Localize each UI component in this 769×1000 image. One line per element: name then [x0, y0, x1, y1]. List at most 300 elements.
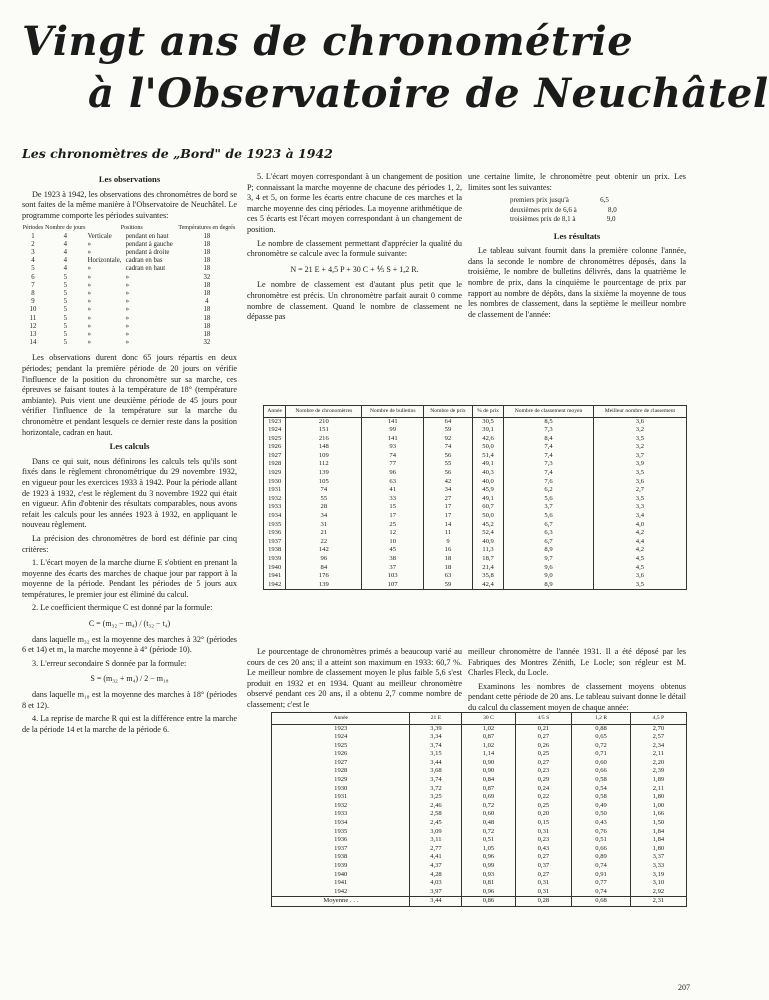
period-row — [22, 257, 237, 265]
period-cell: 10 — [29, 306, 37, 314]
table-cell: 0,51 — [462, 836, 515, 845]
paragraph: La précision des chronomètres de bord est définie par cinq critères: — [22, 533, 237, 554]
table-cell: 2,7 — [593, 486, 686, 495]
table-cell: 0,66 — [572, 845, 631, 854]
table-cell: 3,6 — [593, 478, 686, 487]
table-row — [264, 426, 687, 435]
period-cell: 14 — [29, 339, 37, 347]
table-cell: 84 — [286, 564, 362, 573]
column-header: Nombre de bulletins — [362, 406, 424, 418]
period-row — [22, 265, 237, 273]
period-cell: » — [125, 281, 129, 289]
lower-column-3 — [468, 647, 686, 717]
table-cell: 1928 — [264, 460, 286, 469]
column-header: Périodes — [22, 225, 44, 232]
table-cell: 17 — [362, 512, 424, 521]
table-cell: 0,89 — [572, 853, 631, 862]
paragraph: dans laquelle m₃₂ est la moyenne des marches à 32° (périodes 6 et 14) et m₄ la marche moyenne à 4° (période 10). — [22, 634, 237, 655]
page-number: 207 — [678, 983, 690, 992]
table-cell: 63 — [424, 572, 473, 581]
table-cell: 0,54 — [572, 785, 631, 794]
table-cell: 27 — [424, 495, 473, 504]
table-cell: 1941 — [272, 879, 410, 888]
table-cell: 1923 — [264, 417, 286, 426]
table-cell: 59 — [424, 426, 473, 435]
section-heading-observations: Les observations — [98, 174, 161, 184]
prize-limit-label: troisièmes prix de 8,1 à — [510, 215, 576, 224]
table-cell: 0,25 — [515, 750, 572, 759]
table-cell: 1,14 — [462, 750, 515, 759]
table-cell: 0,87 — [462, 785, 515, 794]
table-cell: 55 — [424, 460, 473, 469]
table-cell: 0,65 — [572, 733, 631, 742]
table-cell: 1924 — [272, 733, 410, 742]
table-cell: 11 — [424, 529, 473, 538]
table-cell: 0,21 — [515, 724, 572, 733]
section-heading-calculs: Les calculs — [109, 441, 150, 452]
period-cell: 18 — [203, 322, 211, 330]
table-cell: 3,19 — [630, 871, 686, 880]
table-cell: 0,28 — [515, 897, 572, 907]
table-cell: 0,15 — [515, 819, 572, 828]
table-cell: 0,27 — [515, 853, 572, 862]
table-cell: 141 — [362, 417, 424, 426]
period-cell: 18 — [203, 314, 211, 322]
table-cell: 1931 — [264, 486, 286, 495]
prize-limit — [510, 206, 686, 216]
period-cell: 18 — [203, 257, 211, 265]
table-cell: 3,37 — [630, 853, 686, 862]
table-cell: 0,99 — [462, 862, 515, 871]
column-header: % de prix — [472, 406, 503, 418]
table-cell: 0,96 — [462, 853, 515, 862]
table-cell: 37 — [362, 564, 424, 573]
period-cell: 11 — [29, 314, 37, 322]
table-cell: 74 — [424, 443, 473, 452]
table-cell: 45 — [362, 546, 424, 555]
table-cell: 4,2 — [593, 529, 686, 538]
table-cell: 1927 — [272, 759, 410, 768]
period-cell: » — [87, 298, 92, 306]
table-cell: 18,7 — [472, 555, 503, 564]
prize-limits — [510, 196, 686, 225]
period-cell: 18 — [203, 248, 211, 256]
period-row — [22, 249, 237, 257]
period-cell: cadran en haut — [125, 265, 166, 273]
period-cell: 4 — [63, 265, 67, 273]
table-cell: 139 — [286, 581, 362, 590]
paragraph: meilleur chronomètre de l'année 1931. Il a été déposé par les Fabriques des Montres Zénith, Le Locle; son régleur est M. Charles Fleck, du Locle. — [468, 647, 686, 678]
table-cell: 0,31 — [515, 828, 572, 837]
period-cell: 5 — [63, 331, 67, 339]
table-cell: 0,50 — [572, 810, 631, 819]
period-cell: 7 — [31, 281, 35, 289]
table-cell: 1929 — [272, 776, 410, 785]
period-cell: 18 — [203, 306, 211, 314]
table-cell: 1925 — [264, 435, 286, 444]
period-cell: » — [125, 290, 129, 297]
table-cell: 151 — [286, 426, 362, 435]
table-cell: 1942 — [272, 888, 410, 897]
prize-limit — [510, 215, 686, 225]
column-header: Nombre de prix — [424, 406, 473, 418]
table-cell: 0,71 — [572, 750, 631, 759]
table-cell: 1937 — [264, 538, 286, 547]
period-cell: » — [87, 306, 92, 314]
period-cell: 5 — [63, 322, 67, 330]
table-cell: 1941 — [264, 572, 286, 581]
table-cell: 1,66 — [630, 810, 686, 819]
period-cell: » — [87, 273, 92, 281]
table-cell: 28 — [286, 503, 362, 512]
table-cell: 40,0 — [472, 478, 503, 487]
period-cell: 5 — [63, 290, 67, 297]
period-cell: pendant à droite — [125, 248, 170, 256]
table-cell: 148 — [286, 443, 362, 452]
table-cell: 12 — [362, 529, 424, 538]
period-row — [22, 306, 237, 314]
table-cell: 50,0 — [472, 512, 503, 521]
table-cell: 3,2 — [593, 443, 686, 452]
period-cell: 4 — [205, 298, 209, 306]
period-row — [22, 323, 237, 331]
table-cell: 55 — [286, 495, 362, 504]
table-row — [264, 486, 687, 495]
period-cell: » — [125, 314, 129, 322]
table-cell: 7,4 — [504, 469, 594, 478]
table-cell: 18 — [424, 564, 473, 573]
table-row — [272, 793, 687, 802]
table-row — [264, 564, 687, 573]
table-cell: 4,37 — [410, 862, 462, 871]
table-cell: 0,72 — [462, 828, 515, 837]
period-cell: cadran en bas — [125, 257, 163, 265]
period-cell: » — [87, 331, 92, 339]
article-subtitle: Les chronomètres de „Bord" de 1923 à 1942 — [22, 146, 333, 161]
lower-column-2 — [247, 647, 462, 714]
period-cell: 13 — [29, 331, 37, 339]
table-cell: 40,3 — [472, 469, 503, 478]
table-cell: 2,45 — [410, 819, 462, 828]
table-row — [272, 776, 687, 785]
table-cell: 1933 — [264, 503, 286, 512]
paragraph: 1. L'écart moyen de la marche diurne E s'obtient en prenant la moyenne des écarts des marches de chaque jour par rapport à la moyenne de la période. Pendant les périodes de 5 jours aux températures, le premier jour est éliminé du calcul. — [22, 558, 237, 599]
table-cell: 15 — [362, 503, 424, 512]
table-cell: 1,89 — [630, 776, 686, 785]
table-cell: 0,86 — [462, 897, 515, 907]
column-header: 21 E — [410, 713, 462, 725]
period-cell: 6 — [31, 273, 35, 281]
article-title-line1: Vingt ans de chronométrie — [22, 18, 634, 65]
column-header: Nombre de jours — [45, 225, 86, 232]
period-cell: 18 — [203, 265, 211, 273]
table-row — [264, 495, 687, 504]
paragraph: Le pourcentage de chronomètres primés a beaucoup varié au cours de ces 20 ans; il a atteint son maximum en 1933: 60,7 %. Le meilleur nombre de classement moyen le plus faible 5,6 s'est produit en 1932 et en 1934. Quant au meilleur chronomètre observé pendant ces 20 ans, il a obtenu 2,7 comme nombre de classement; c'est le — [247, 647, 462, 709]
paragraph: 5. L'écart moyen correspondant à un changement de position P; connaissant la marche moyenne de chacune des périodes 1, 2, 3, 4 et 5, on forme les écarts entre chacune de ces marches et la marche moyenne des cinq périodes. La moyenne arithmétique de ces 5 écarts est l'écart moyen correspondant à un changement de position. — [247, 172, 462, 234]
table-cell: 141 — [362, 435, 424, 444]
column-header: Meilleur nombre de classement — [593, 406, 686, 418]
table-cell: 1928 — [272, 767, 410, 776]
table-cell: 8,9 — [504, 581, 594, 590]
table-cell: 2,70 — [630, 724, 686, 733]
table-cell: 4,41 — [410, 853, 462, 862]
table-cell: 0,91 — [572, 871, 631, 880]
period-cell: 2 — [31, 240, 35, 248]
table-cell: 1932 — [264, 495, 286, 504]
table-cell: 3,5 — [593, 435, 686, 444]
table-cell: 0,72 — [572, 742, 631, 751]
period-row — [22, 339, 237, 347]
period-row — [22, 241, 237, 249]
table-cell: 7,4 — [504, 452, 594, 461]
table-cell: 3,9 — [593, 460, 686, 469]
table-cell: 0,74 — [572, 862, 631, 871]
table-cell: 33 — [362, 495, 424, 504]
table-cell: 18 — [424, 555, 473, 564]
period-cell: » — [87, 322, 92, 330]
table-row — [272, 810, 687, 819]
table-cell: 6,3 — [504, 529, 594, 538]
periods-table — [22, 224, 237, 347]
table-cell: 2,46 — [410, 802, 462, 811]
table-cell: 34 — [286, 512, 362, 521]
table-cell: 1936 — [272, 836, 410, 845]
table-row — [264, 452, 687, 461]
column-header: Année — [272, 713, 410, 725]
table-row — [264, 555, 687, 564]
period-row — [22, 315, 237, 323]
table-cell: 3,4 — [593, 512, 686, 521]
table-cell: 1935 — [272, 828, 410, 837]
table-cell: 1926 — [272, 750, 410, 759]
paragraph: 4. La reprise de marche R qui est la différence entre la marche de la période 14 et la marche de la période 6. — [22, 714, 237, 734]
table-cell: 103 — [362, 572, 424, 581]
table-cell: 2,57 — [630, 733, 686, 742]
table-row — [272, 828, 687, 837]
table-cell: 6,7 — [504, 521, 594, 530]
period-cell: 32 — [203, 339, 211, 347]
column-header: Positions — [120, 225, 143, 232]
column-header: 4/5 S — [515, 713, 572, 725]
table-cell: 50,0 — [472, 443, 503, 452]
table-cell: 2,58 — [410, 810, 462, 819]
table-row — [264, 521, 687, 530]
table-cell: 0,72 — [462, 802, 515, 811]
table-cell: 3,34 — [410, 733, 462, 742]
table-cell: 3,25 — [410, 793, 462, 802]
table-cell: 31 — [286, 521, 362, 530]
paragraph: 3. L'erreur secondaire S donnée par la formule: — [32, 658, 187, 668]
table-row — [264, 417, 687, 426]
table-cell: 1,00 — [630, 802, 686, 811]
paragraph: 2. Le coefficient thermique C est donné par la formule: — [32, 603, 213, 613]
table-row — [264, 435, 687, 444]
paragraph: Le nombre de classement est d'autant plus petit que le chronomètre est précis. Un chronomètre parfait aurait 0 comme nombre de classement. Quand le nombre de classement ne dépasse pas — [247, 280, 462, 322]
table-row — [272, 879, 687, 888]
table-row — [272, 767, 687, 776]
table-cell: 210 — [286, 417, 362, 426]
table-cell: 9,7 — [504, 555, 594, 564]
period-row — [22, 331, 237, 339]
column-header: Températures en degrés — [178, 225, 236, 232]
table-cell: 6,2 — [504, 486, 594, 495]
table-cell: 1939 — [264, 555, 286, 564]
table-cell: 8,5 — [504, 417, 594, 426]
table-cell: 39,1 — [472, 426, 503, 435]
table-cell: 0,88 — [572, 724, 631, 733]
table-cell: 59 — [424, 581, 473, 590]
period-cell: 3 — [31, 248, 35, 256]
table-cell: 0,31 — [515, 879, 572, 888]
table-cell: 0,90 — [462, 759, 515, 768]
period-cell: Horizontale, — [87, 257, 122, 265]
table-cell: 3,09 — [410, 828, 462, 837]
period-cell: 32 — [203, 273, 211, 281]
table-cell: 2,11 — [630, 750, 686, 759]
table-cell: 0,43 — [572, 819, 631, 828]
table-row — [272, 819, 687, 828]
period-cell: 4 — [63, 232, 67, 240]
table-row — [264, 546, 687, 555]
paragraph: Dans ce qui suit, nous définirons les calculs tels qu'ils sont fixés dans le règlement chronométrique du 29 novembre 1932, en vigueur pour les exercices 1933 à 1942. Pour la période allant de 1923 à 1932, c'est le règlement du 3 novembre 1922 qui était en vigueur. Afin d'obtenir des résultats comparables, nous avons refait les calculs pour les années 1923 à 1932, en appliquant le nouveau règlement. — [22, 456, 237, 530]
table-cell: 109 — [286, 452, 362, 461]
table-cell: 99 — [362, 426, 424, 435]
period-cell: 5 — [63, 314, 67, 322]
results-table — [263, 405, 687, 590]
table-cell: 4,4 — [593, 538, 686, 547]
period-cell: 4 — [63, 248, 67, 256]
table-row — [264, 512, 687, 521]
period-cell: 12 — [29, 322, 37, 330]
table-cell: 1940 — [272, 871, 410, 880]
table-row — [264, 478, 687, 487]
table-cell: 21 — [286, 529, 362, 538]
period-cell: » — [87, 265, 92, 273]
table-cell: 3,97 — [410, 888, 462, 897]
table-cell: 0,49 — [572, 802, 631, 811]
table-cell: 0,87 — [462, 733, 515, 742]
table-cell: 3,7 — [504, 503, 594, 512]
period-cell: 18 — [203, 232, 211, 240]
table-cell: 45,9 — [472, 486, 503, 495]
table-cell: 3,72 — [410, 785, 462, 794]
column-header: Nombre de chronomètres — [286, 406, 362, 418]
table-cell: 142 — [286, 546, 362, 555]
period-row — [22, 298, 237, 306]
table-cell: 3,3 — [593, 503, 686, 512]
paragraph: De 1923 à 1942, les observations des chronomètres de bord se sont faites de la même manière à l'Observatoire de Neuchâtel. Le programme comporte les périodes suivantes: — [22, 189, 237, 220]
table-cell: 63 — [362, 478, 424, 487]
table-row — [264, 443, 687, 452]
period-cell: » — [125, 322, 129, 330]
table-cell: 0,23 — [515, 767, 572, 776]
table-cell: 1,50 — [630, 819, 686, 828]
table-cell: 2,34 — [630, 742, 686, 751]
period-cell: 18 — [203, 290, 211, 297]
period-cell: 1 — [31, 232, 35, 240]
table-cell: 64 — [424, 417, 473, 426]
table-cell: 3,10 — [630, 879, 686, 888]
period-cell: » — [87, 314, 92, 322]
table-cell: 49,1 — [472, 495, 503, 504]
paragraph: Les observations durent donc 65 jours répartis en deux périodes; pendant la première période de 20 jours on vérifie l'influence de la position du chronomètre sur sa marche, ces épreuves se faisant toutes à la température de 18° (température ambiante). Puis vient une deuxième période de 45 jours pour vérifier l'influence de la température sur la marche du chronomètre et pendant lesquels ce dernier reste dans la position horizontale, cadran en haut. — [22, 353, 237, 437]
table-cell: 0,58 — [572, 793, 631, 802]
table-cell: 3,5 — [593, 469, 686, 478]
table-cell: 56 — [424, 452, 473, 461]
table-row — [272, 871, 687, 880]
table-cell: 3,44 — [410, 897, 462, 907]
table-cell: 1,05 — [462, 845, 515, 854]
prize-limit-label: premiers prix jusqu'à — [510, 196, 569, 205]
table-row — [272, 742, 687, 751]
table-cell: 0,69 — [462, 793, 515, 802]
table-cell: 105 — [286, 478, 362, 487]
table-cell: 1934 — [272, 819, 410, 828]
table-cell: 21,4 — [472, 564, 503, 573]
table-cell: 45,2 — [472, 521, 503, 530]
column-3 — [468, 172, 686, 323]
table-cell: 0,26 — [515, 742, 572, 751]
article-title-line2: à l'Observatoire de Neuchâtel — [88, 70, 769, 117]
table-cell: 3,15 — [410, 750, 462, 759]
column-header: Nombre de classement moyen — [504, 406, 594, 418]
table-cell: 17 — [424, 512, 473, 521]
period-row — [22, 233, 237, 241]
table-cell: 8,9 — [504, 546, 594, 555]
table-cell: 0,25 — [515, 802, 572, 811]
table-row — [272, 759, 687, 768]
table-cell: 176 — [286, 572, 362, 581]
table-cell: 1935 — [264, 521, 286, 530]
table-cell: 1927 — [264, 452, 286, 461]
table-cell: 0,48 — [462, 819, 515, 828]
table-cell: 0,96 — [462, 888, 515, 897]
table-cell: 0,37 — [515, 862, 572, 871]
table-cell: 3,5 — [593, 581, 686, 590]
table-row — [264, 538, 687, 547]
period-cell: 5 — [63, 339, 67, 347]
table-cell: 1942 — [264, 581, 286, 590]
table-cell: 1931 — [272, 793, 410, 802]
table-cell: 1,02 — [462, 742, 515, 751]
table-cell: 1933 — [272, 810, 410, 819]
table-cell: 0,23 — [515, 836, 572, 845]
formula-n: N = 21 E + 4,5 P + 30 C + ⅘ S + 1,2 R. — [290, 264, 419, 274]
table-cell: 3,68 — [410, 767, 462, 776]
table-cell: 4,28 — [410, 871, 462, 880]
period-cell: » — [87, 240, 92, 248]
column-1 — [22, 172, 237, 738]
table-cell: 1,80 — [630, 845, 686, 854]
table-cell: 1932 — [272, 802, 410, 811]
table-cell: 56 — [424, 469, 473, 478]
table-cell: Moyenne . . . — [272, 897, 410, 907]
table-cell: 49,1 — [472, 460, 503, 469]
table-cell: 93 — [362, 443, 424, 452]
table-cell: 38 — [362, 555, 424, 564]
table-cell: 0,51 — [572, 836, 631, 845]
table-cell: 2,31 — [630, 897, 686, 907]
table-cell: 3,5 — [593, 495, 686, 504]
prize-limit-value: 6,5 — [600, 196, 609, 205]
period-cell: 5 — [63, 298, 67, 306]
table-cell: 0,29 — [515, 776, 572, 785]
table-cell: 0,24 — [515, 785, 572, 794]
table-cell: 0,60 — [572, 759, 631, 768]
table-cell: 42 — [424, 478, 473, 487]
table-cell: 3,74 — [410, 742, 462, 751]
average-row — [272, 897, 687, 907]
